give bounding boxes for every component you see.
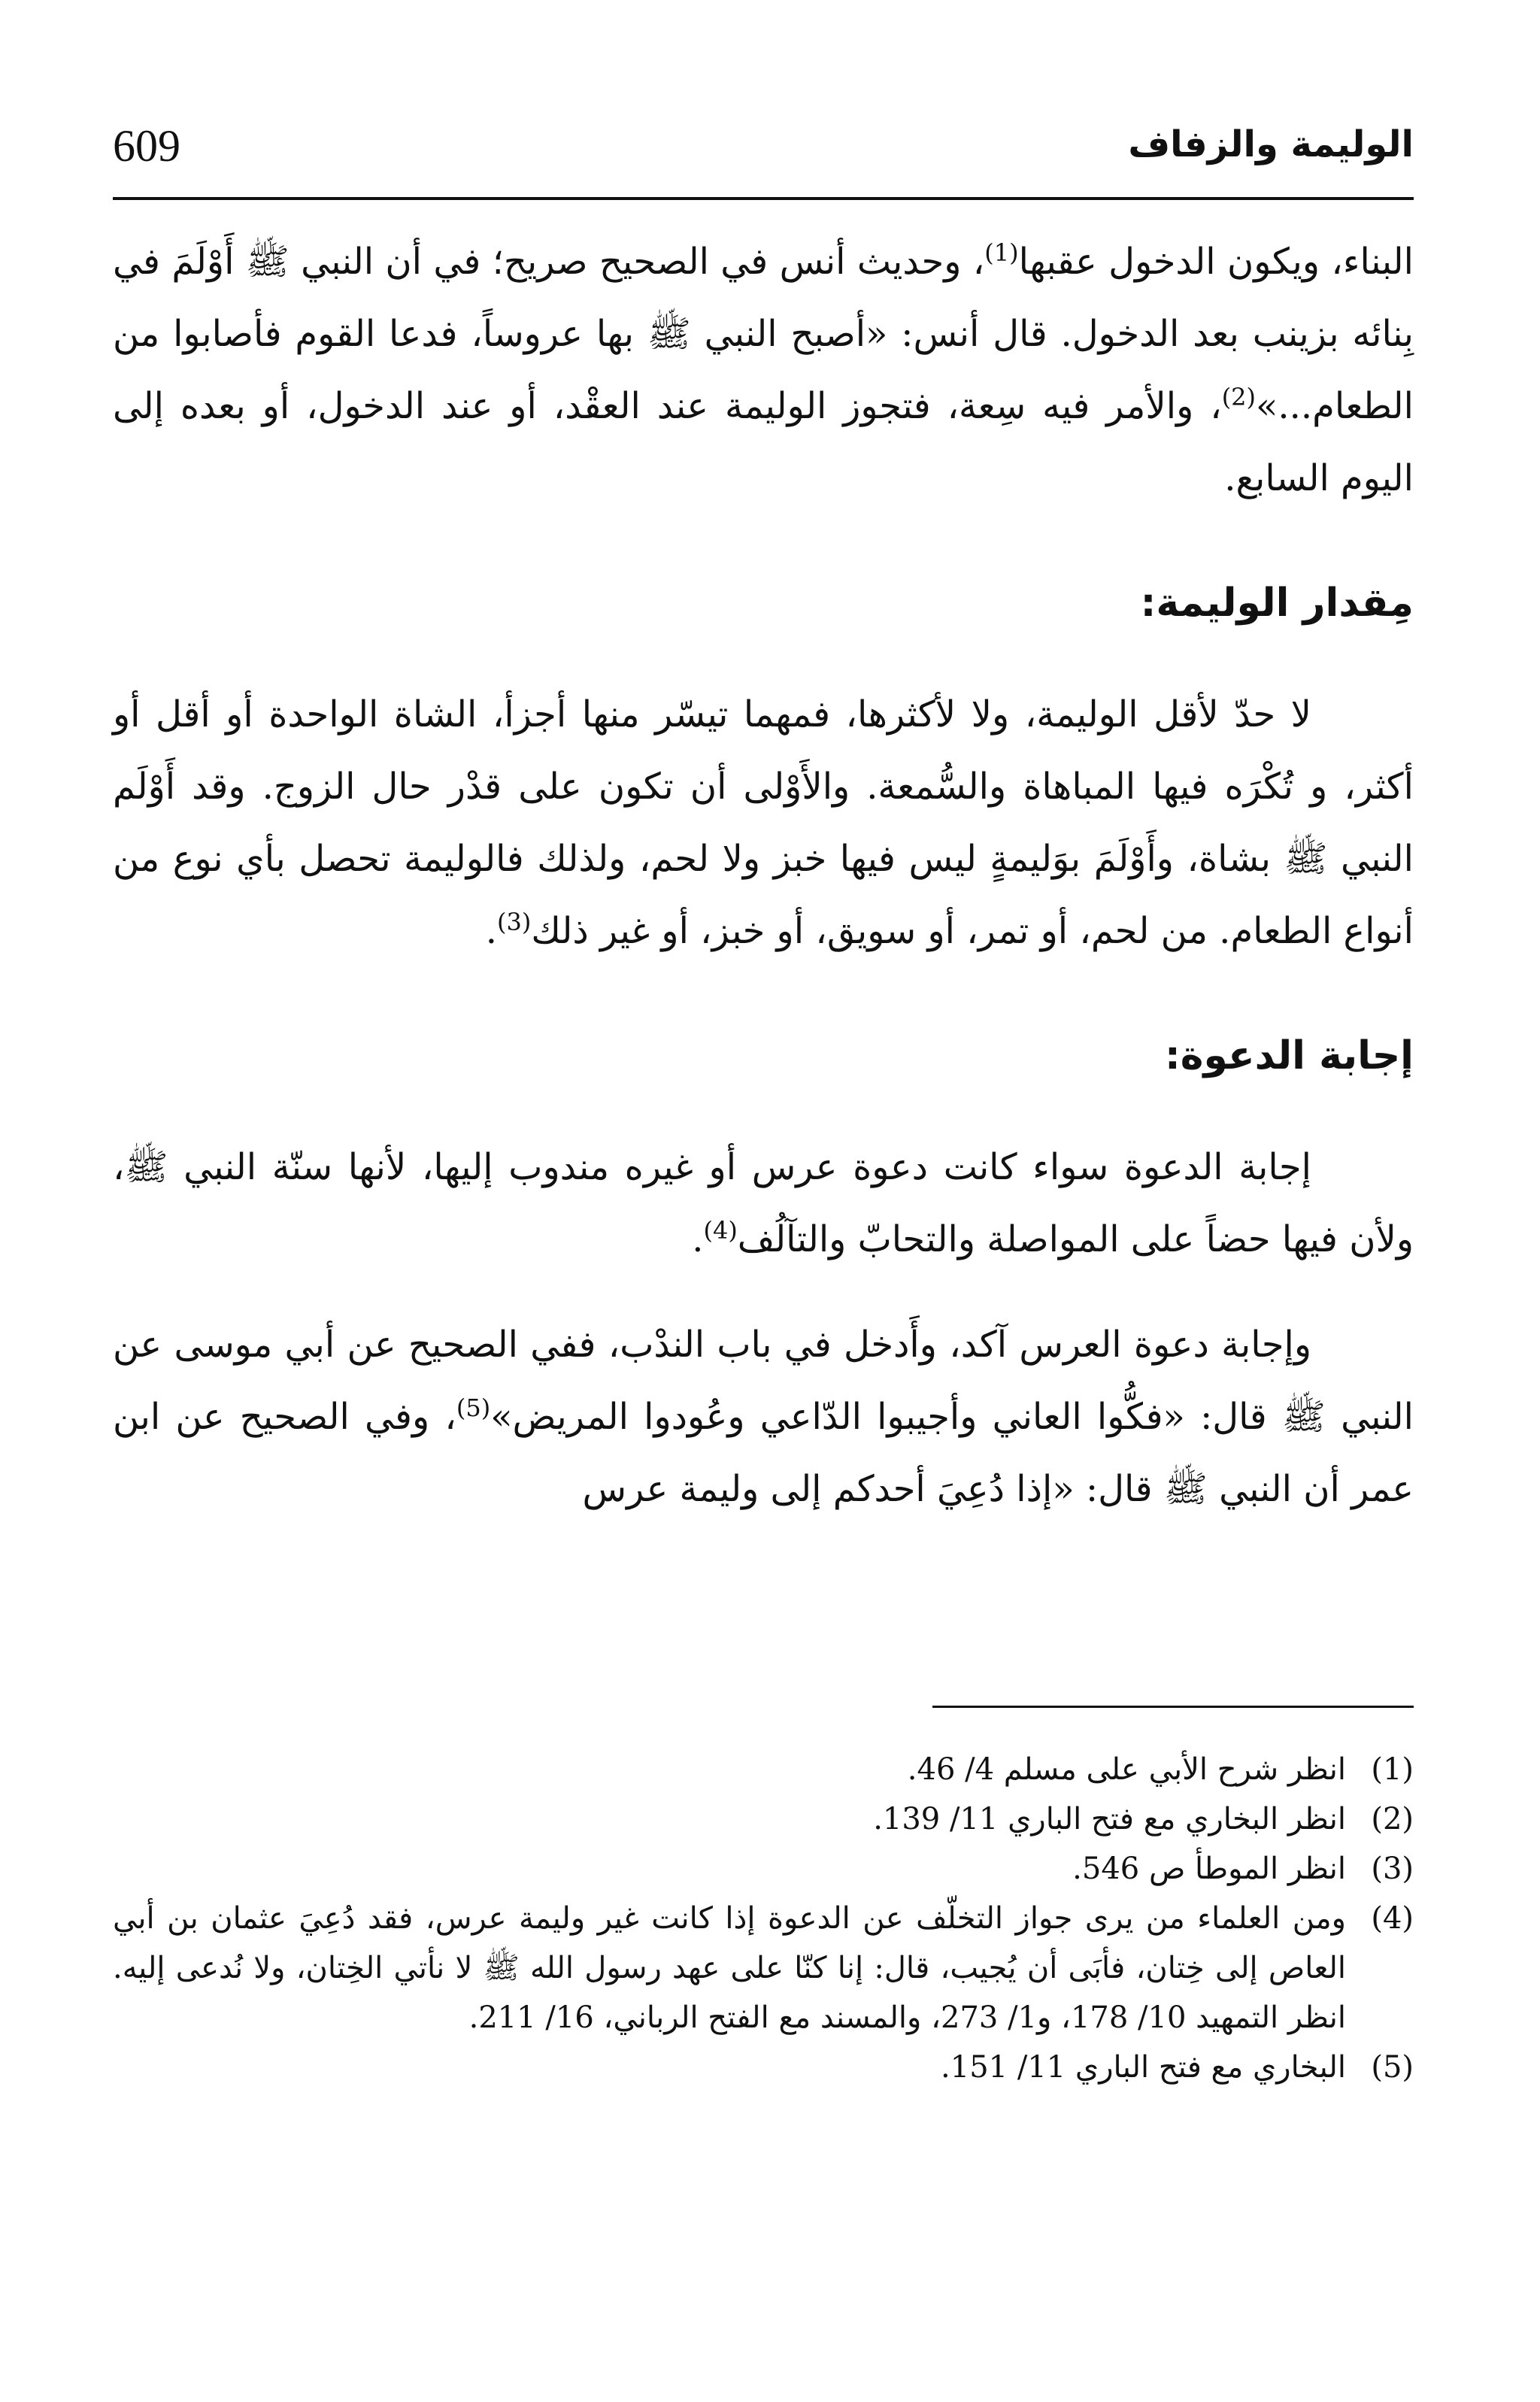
footnote-ref-1[interactable]: (1) (984, 238, 1019, 267)
footnote-separator (932, 1706, 1414, 1708)
paragraph-text: . (692, 1218, 704, 1260)
section-heading-amount: مِقدار الوليمة: (1140, 581, 1414, 626)
paragraph-text: ، وحديث أنس في الصحيح صريح؛ في أن النبي ﷺ أَوْلَمَ في بِنائه بزينب بعد الدخول. قال أنس: «أصبح النبي ﷺ بها عروساً، فدعا القوم فأصابوا من الطعام...» (113, 241, 1414, 427)
footnote-text: انظر البخاري مع فتح الباري 11/ 139. (873, 1802, 1346, 1836)
paragraph-text: ، وفي الصحيح عن ابن عمر أن النبي ﷺ قال: «إذا دُعِيَ أحدكم إلى وليمة عرس (113, 1396, 1414, 1510)
footnote-item (113, 1794, 1414, 1844)
footnote-text: انظر الموطأ ص 546. (1072, 1852, 1346, 1886)
page-header (113, 113, 1414, 184)
footnote-number: (1) (1371, 1752, 1414, 1787)
paragraph-wedding-timing (113, 226, 1414, 514)
paragraph-text: إجابة الدعوة سواء كانت دعوة عرس أو غيره مندوب إليها، لأنها سنّة النبي ﷺ، ولأن فيها حضاً على المواصلة والتحابّ والتآلُف (113, 1146, 1414, 1260)
footnote-item (113, 2043, 1414, 2092)
page-number: 609 (113, 121, 180, 171)
paragraph-text: . (485, 910, 498, 952)
footnotes (113, 1745, 1414, 2092)
footnote-number: (3) (1371, 1852, 1414, 1886)
paragraph-text: لا حدّ لأقل الوليمة، ولا لأكثرها، فمهما تيسّر منها أجزأ، الشاة الواحدة أو أقل أو أكثر، و تُكْرَه فيها المباهاة والسُّمعة. والأَوْلى أن تكون على قدْر حال الزوج. وقد أَوْلَم النبي ﷺ بشاة، وأَوْلَمَ بوَليمةٍ ليس فيها خبز ولا لحم، ولذلك فالوليمة تحصل بأي نوع من أنواع الطعام. من لحم، أو تمر، أو سويق، أو خبز، أو غير ذلك (113, 693, 1414, 952)
footnote-item (113, 1844, 1414, 1894)
footnote-item (113, 1894, 1414, 2043)
paragraph-text: البناء، ويكون الدخول عقبها (1018, 241, 1414, 283)
footnote-number: (2) (1371, 1802, 1414, 1836)
paragraph-wedding-invitation (113, 1309, 1414, 1525)
footnote-text: انظر شرح الأبي على مسلم 4/ 46. (907, 1752, 1346, 1787)
footnote-item (113, 1745, 1414, 1794)
paragraph-invitation (113, 1131, 1414, 1275)
paragraph-text: ، والأمر فيه سِعة، فتجوز الوليمة عند العقْد، أو عند الدخول، أو بعده إلى اليوم السابع. (113, 385, 1414, 499)
running-title: الوليمة والزفاف (1128, 123, 1414, 165)
footnote-text: ومن العلماء من يرى جواز التخلّف عن الدعوة إذا كانت غير وليمة عرس، فقد دُعِيَ عثمان بن أبي العاص إلى خِتان، فأبَى أن يُجيب، قال: إنا كنّا على عهد رسول الله ﷺ لا نأتي الخِتان، ولا نُدعى إليه. انظر التمهيد 10/ 178، و1/ 273، والمسند مع الفتح الرباني، 16/ 211. (113, 1901, 1346, 2035)
main-text (113, 226, 1414, 1525)
footnote-ref-2[interactable]: (2) (1221, 383, 1257, 411)
section-heading-invitation: إجابة الدعوة: (1165, 1033, 1414, 1078)
footnote-ref-4[interactable]: (4) (703, 1216, 738, 1245)
footnote-text: البخاري مع فتح الباري 11/ 151. (941, 2050, 1346, 2085)
footnote-number: (5) (1371, 2050, 1414, 2085)
paragraph-amount (113, 678, 1414, 967)
paragraph-text: وإجابة دعوة العرس آكد، وأَدخل في باب الندْب، ففي الصحيح عن أبي موسى عن النبي ﷺ قال: «فكُّوا العاني وأجيبوا الدّاعي وعُودوا المريض» (113, 1324, 1414, 1438)
footnote-ref-3[interactable]: (3) (497, 908, 532, 936)
header-rule (113, 197, 1414, 200)
footnote-ref-5[interactable]: (5) (456, 1394, 491, 1422)
footnote-number: (4) (1371, 1901, 1414, 1936)
